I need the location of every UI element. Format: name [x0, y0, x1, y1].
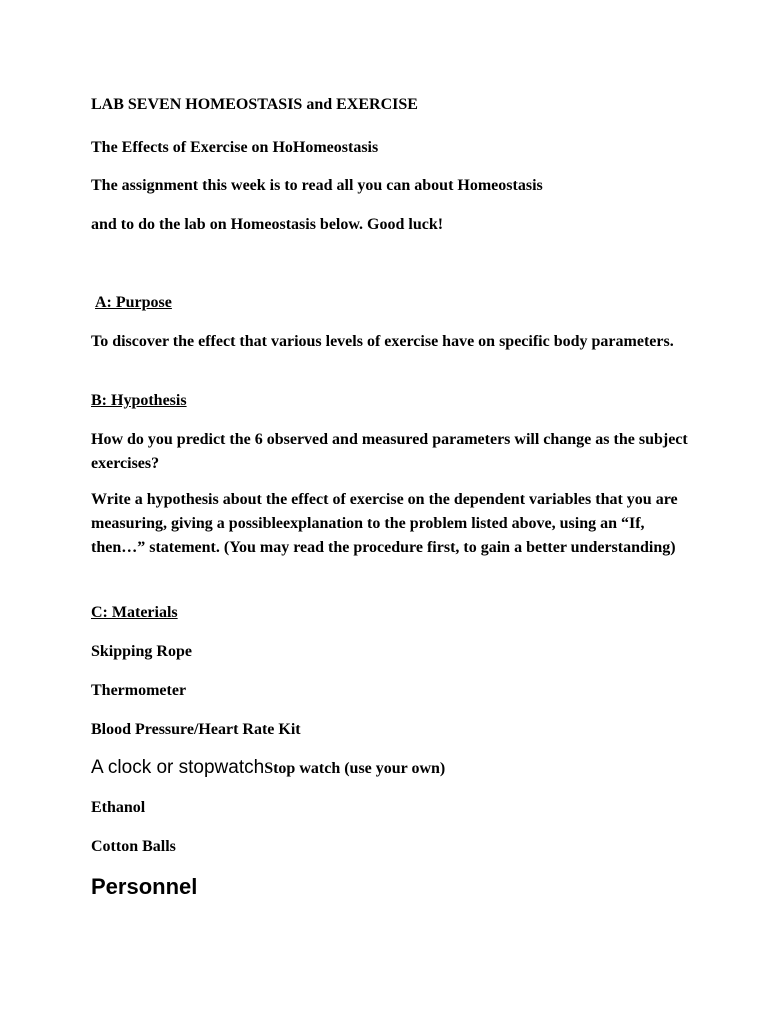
hypothesis-heading — [91, 392, 187, 410]
document-subtitle: The Effects of Exercise on HoHomeostasis — [91, 139, 379, 156]
purpose-heading — [95, 294, 172, 312]
material-item: Skipping Rope — [91, 643, 192, 660]
purpose-text: To discover the effect that various levels of exercise have on specific body parameters. — [91, 333, 674, 350]
material-item: Blood Pressure/Heart Rate Kit — [91, 721, 301, 738]
material-item: Thermometer — [91, 682, 187, 699]
document-title: LAB SEVEN HOMEOSTASIS and EXERCISE — [91, 96, 418, 113]
intro-line-2: and to do the lab on Homeostasis below. Good luck! — [91, 216, 444, 233]
material-item: Cotton Balls — [91, 838, 176, 855]
purpose-heading-text: A: Purpose — [95, 294, 172, 311]
material-item-clock — [91, 757, 445, 779]
clock-item-serif: Stop watch (use your own) — [264, 760, 446, 777]
materials-heading — [91, 604, 178, 622]
materials-heading-text: C: Materials — [91, 604, 178, 621]
material-item: Ethanol — [91, 799, 146, 816]
hypothesis-question: How do you predict the 6 observed and measured parameters will change as the subject exercises? — [91, 431, 688, 472]
clock-item-sans: A clock or stopwatch — [91, 757, 265, 778]
hypothesis-instruction: Write a hypothesis about the effect of exercise on the dependent variables that you are measuring, giving a possibleexplanation to the problem listed above, using an “If, then…” statement. (You may read the procedure first, to gain a better understanding) — [91, 491, 678, 556]
intro-line-1: The assignment this week is to read all you can about Homeostasis — [91, 177, 543, 194]
personnel-heading: Personnel — [91, 874, 198, 899]
hypothesis-heading-text: B: Hypothesis — [91, 392, 187, 409]
